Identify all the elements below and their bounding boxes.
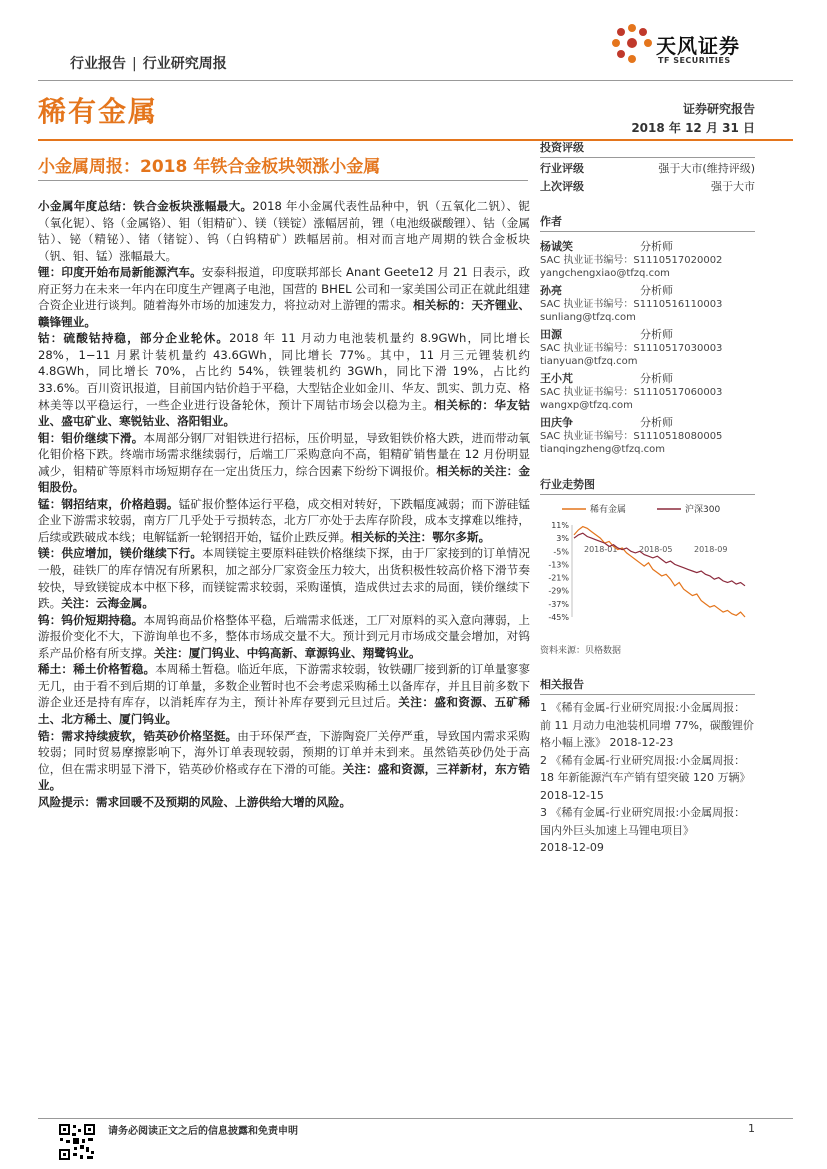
logo-name-en: TF SECURITIES xyxy=(658,56,731,65)
paragraph-text: 2018 年 11 月动力电池装机量约 8.9GWh，同比增长 28%，1−11 月累计装机量约 43.6GWh，同比增长 77%。其中，11 月三元锂装机约 4.8GWh，同比增长 70%，占比约 54%，铁锂装机约 3GWh，同比下滑 19%，占比约 33.6%。百川资讯报道，目前国内钴价趋于平稳，大型钴企业如金川、华友、凯实、凯力克、格林美等以平稳运行，一些企业进行设备轮休，预计下周钴市场会以稳为主。 xyxy=(38,331,530,412)
author-email[interactable]: sunliang@tfzq.com xyxy=(540,312,636,323)
body-paragraph xyxy=(38,430,530,496)
author-name: 王小芃 xyxy=(540,372,573,385)
body-paragraph xyxy=(38,661,530,727)
logo-name-cn: 天风证券 xyxy=(656,34,740,58)
x-tick-label: 2018-05 xyxy=(639,545,673,555)
author-role: 分析师 xyxy=(640,416,673,429)
paragraph-related-stocks: 关注：云海金属。 xyxy=(61,596,154,611)
related-report-date: 2018-12-09 xyxy=(540,841,604,854)
paragraph-related-stocks: 关注：盛和资源、五矿稀土、北方稀土、厦门钨业。 xyxy=(38,695,530,726)
sector-title: 稀有金属 xyxy=(38,95,159,128)
header-divider xyxy=(38,80,793,81)
y-tick-label: -5% xyxy=(553,547,569,557)
body-paragraph xyxy=(38,264,530,330)
footer-divider xyxy=(38,1118,793,1119)
trend-chart xyxy=(540,499,755,629)
rating-row-previous xyxy=(540,178,755,196)
breadcrumb xyxy=(70,53,227,73)
x-tick-label: 2018-09 xyxy=(694,545,728,555)
author-name: 杨诚笑 xyxy=(540,240,573,253)
author-entry xyxy=(540,284,755,324)
paragraph-text: 2018 年小金属代表性品种中，钒（五氧化二钒）、铌（氧化铌）、铬（金属铬）、钼（钼精矿）、镁（镁锭）涨幅居前，锂（电池级碳酸锂）、钴（金属钴）、铋（精铋）、锗（锗锭）、钨（白钨精矿）跌幅居前。相对而言地产周期的铁合金板块（钒、钼、锰）涨幅最大。 xyxy=(38,199,530,263)
body-paragraph xyxy=(38,794,530,811)
related-report-title[interactable]: 1 《稀有金属-行业研究周报:小金属周报：前 11 月动力电池装机同增 77%，碳酸锂价格小幅上涨》 xyxy=(540,701,754,749)
paragraph-related-stocks: 相关标的关注：鄂尔多斯。 xyxy=(351,529,491,544)
paragraph-keyword: 锂：印度开始布局新能源汽车。 xyxy=(38,265,202,280)
author-entry xyxy=(540,416,755,456)
rating-row-industry xyxy=(540,160,755,178)
author-name: 田源 xyxy=(540,328,562,341)
series-line xyxy=(574,527,745,617)
author-sac: SAC 执业证书编号：S1110517030003 xyxy=(540,343,723,354)
author-email[interactable]: yangchengxiao@tfzq.com xyxy=(540,268,670,279)
industry-rating-label: 行业评级 xyxy=(540,162,584,175)
paragraph-related-stocks: 相关标的关注：金钼股份。 xyxy=(38,463,530,495)
author-entry xyxy=(540,240,755,280)
trend-panel xyxy=(540,476,755,656)
paragraph-keyword: 稀土：稀土价格暂稳。 xyxy=(38,662,156,677)
author-email[interactable]: tianqingzheng@tfzq.com xyxy=(540,444,665,455)
author-role: 分析师 xyxy=(640,372,673,385)
paragraph-keyword: 锰：钢招结束，价格趋弱。 xyxy=(38,496,179,511)
paragraph-keyword: 锆：需求持续疲软，锆英砂价格坚挺。 xyxy=(38,728,238,743)
report-type: 证券研究报告 xyxy=(682,102,755,116)
paragraph-keyword: 钨：钨价短期持稳。 xyxy=(38,612,144,627)
related-panel xyxy=(540,676,755,857)
paragraph-related-stocks: 关注：盛和资源，三祥新材，东方锆业。 xyxy=(38,761,530,793)
series-line xyxy=(574,533,745,586)
authors-heading: 作者 xyxy=(540,213,755,232)
rating-panel xyxy=(540,139,755,196)
body-paragraph xyxy=(38,198,530,264)
chart-source: 资料来源：贝格数据 xyxy=(540,646,622,656)
previous-rating-label: 上次评级 xyxy=(540,180,584,193)
body-paragraph xyxy=(38,728,530,794)
y-tick-label: 11% xyxy=(551,521,569,530)
related-report-item[interactable] xyxy=(540,804,755,857)
author-role: 分析师 xyxy=(640,240,673,253)
paragraph-keyword: 镁：供应增加，镁价继续下行。 xyxy=(38,546,203,561)
body-paragraph xyxy=(38,496,530,546)
paragraph-keyword: 钴：硫酸钴持稳，部分企业轮休。 xyxy=(38,331,230,346)
rating-heading: 投资评级 xyxy=(540,139,755,158)
author-sac: SAC 执业证书编号：S1110517060003 xyxy=(540,387,723,398)
paragraph-text: 由于环保严查，下游陶瓷厂关停严重，导致国内需求采购较弱；同时贸易摩擦影响下，海外订单表现较弱，预期的订单并未到来。虽然锆英砂仍处于高位，但在需求明显下滑下，锆英砂价格或存在下滑的可能。 xyxy=(38,728,530,776)
y-tick-label: -13% xyxy=(548,560,569,570)
report-title: 小金属周报：2018 年铁合金板块领涨小金属 xyxy=(38,157,381,177)
body-paragraph xyxy=(38,612,530,662)
related-report-title[interactable]: 3 《稀有金属-行业研究周报:小金属周报：国内外巨头加速上马锂电项目》 xyxy=(540,806,746,837)
paragraph-related-stocks: 关注：厦门钨业、中钨高新、章源钨业、翔鹭钨业。 xyxy=(153,645,421,660)
paragraph-text: 安泰科报道，印度联邦部长 Anant Geete12 月 21 日表示，政府正努力在未来一年内在印度生产锂离子电池，国营的 BHEL 公司和一家美国公司正在就此组建合资企业进行谈判。随着海外市场的加速发力，将拉动对上游锂的需求。 xyxy=(38,265,530,313)
related-report-date: 2018-12-15 xyxy=(540,788,604,802)
paragraph-keyword: 小金属年度总结：铁合金板块涨幅最大。 xyxy=(38,199,253,213)
paragraph-related-stocks: 相关标的：天齐锂业、赣锋锂业。 xyxy=(38,298,530,329)
related-report-title[interactable]: 2 《稀有金属-行业研究周报:小金属周报：18 年新能源汽车产销有望突破 120 万辆》 xyxy=(540,753,751,784)
related-heading: 相关报告 xyxy=(540,676,755,695)
paragraph-text: 本周部分钢厂对钼铁进行招标，压价明显，导致钼铁价格大跌，进而带动氧化钼价格下跌。终端市场需求继续弱行，后端工厂采购意向不高，钼精矿销售量在 12 月份明显减少，钼精矿等原料市场短期存在一定出货压力，综合因素下纷纷下调报价。 xyxy=(38,430,530,478)
body-paragraph xyxy=(38,545,530,611)
breadcrumb-report-kind: 行业报告 xyxy=(70,56,126,72)
y-tick-label: 3% xyxy=(556,534,569,544)
legend-label: 沪深300 xyxy=(685,505,721,515)
author-sac: SAC 执业证书编号：S1110518080005 xyxy=(540,431,723,442)
risk-warning: 风险提示：需求回暖不及预期的风险、上游供给大增的风险。 xyxy=(38,794,352,809)
author-sac: SAC 执业证书编号：S1110516110003 xyxy=(540,299,723,310)
previous-rating-value: 强于大市 xyxy=(711,180,755,193)
paragraph-text: 本周稀土暂稳。临近年底，下游需求较弱，钕铁硼厂接到新的订单量寥寥无几，由于看不到后期的订单量，多数企业暂时也不会考虑采购稀土以备库存，并且目前多数下游企业还是持有库存，以消耗库存为主，预计补库存要到元旦过后。 xyxy=(38,662,530,710)
related-report-date: 2018-12-23 xyxy=(609,736,674,749)
breadcrumb-separator: | xyxy=(132,56,137,72)
author-name: 孙亮 xyxy=(540,284,562,297)
y-tick-label: -37% xyxy=(548,599,569,609)
authors-panel xyxy=(540,213,755,456)
author-sac: SAC 执业证书编号：S1110517020002 xyxy=(540,255,723,266)
logo-mark-icon xyxy=(610,22,654,66)
legend-label: 稀有金属 xyxy=(590,505,627,515)
author-entry xyxy=(540,372,755,412)
trend-heading: 行业走势图 xyxy=(540,476,755,495)
paragraph-text: 锰矿报价整体运行平稳，成交相对转好，下跌幅度减弱；而下游硅锰企业下游需求较弱，南方厂几乎处于亏损转态，北方厂亦处于去库存阶段，成本支撑难以维持，后续或跌破成本线；电解锰新一轮钢招开始，锰价止跌反弹。 xyxy=(38,496,530,544)
breadcrumb-report-series: 行业研究周报 xyxy=(142,56,227,72)
author-role: 分析师 xyxy=(640,284,673,297)
report-body xyxy=(38,198,530,810)
y-tick-label: -45% xyxy=(548,613,569,622)
author-email[interactable]: tianyuan@tfzq.com xyxy=(540,356,638,367)
title-divider xyxy=(38,180,528,181)
author-name: 田庆争 xyxy=(540,416,573,429)
body-paragraph xyxy=(38,330,530,429)
paragraph-text: 本周钨商品价格整体平稳，后端需求低迷，工厂对原料的买入意向薄弱，上游报价变化不大，下游询单也不多，整体市场成交量不大。预计到元月市场成交量会增加，对钨系产品价格有所支撑。 xyxy=(38,612,530,660)
report-date: 2018 年 12 月 31 日 xyxy=(631,121,755,135)
x-tick-label: 2018-01 xyxy=(584,545,618,555)
paragraph-keyword: 钼：钼价继续下滑。 xyxy=(38,430,144,445)
page-number: 1 xyxy=(748,1122,755,1135)
author-entry xyxy=(540,328,755,368)
disclaimer-note: 请务必阅读正文之后的信息披露和免责申明 xyxy=(108,1126,298,1137)
qr-code-icon xyxy=(58,1123,96,1161)
y-tick-label: -21% xyxy=(548,573,569,583)
paragraph-related-stocks: 相关标的：华友钴业、盛屯矿业、寒锐钴业、洛阳钼业。 xyxy=(38,397,530,429)
related-report-item[interactable] xyxy=(540,699,755,752)
author-role: 分析师 xyxy=(640,328,673,341)
author-email[interactable]: wangxp@tfzq.com xyxy=(540,400,633,411)
y-tick-label: -29% xyxy=(548,586,569,596)
paragraph-text: 本周镁锭主要原料硅铁价格继续下探，由于厂家接到的订单情况一般，硅铁厂的库存情况有所累积，加之部分厂家资金压力较大，出货积极性较高价格下滑节奏较快，导致镁锭成本中枢下移，而镁锭需求较弱，采购谨慎，造成供过去求的局面，镁价继续下跌。 xyxy=(38,546,530,611)
industry-rating-value: 强于大市(维持评级) xyxy=(658,162,755,175)
company-logo xyxy=(610,22,760,72)
related-report-item[interactable] xyxy=(540,752,755,805)
